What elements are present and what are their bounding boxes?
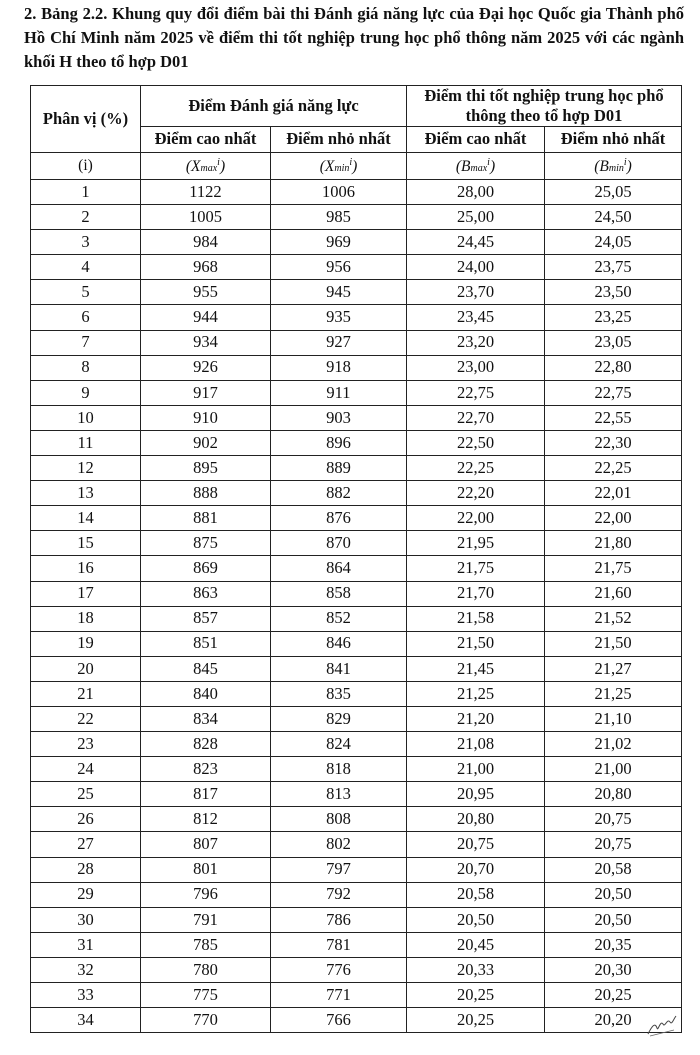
table-cell: 889 [271,456,407,481]
table-cell: 20,58 [545,857,682,882]
header-percentile: Phân vị (%) [31,86,141,153]
table-cell: 21,02 [545,732,682,757]
table-cell: 1 [31,180,141,205]
table-row [31,832,682,857]
table-cell: 770 [141,1008,271,1033]
table-row [31,732,682,757]
table-cell: 21 [31,681,141,706]
table-cell: 766 [271,1008,407,1033]
table-cell: 21,80 [545,531,682,556]
table-cell: 23,20 [407,330,545,355]
table-cell: 23,05 [545,330,682,355]
table-cell: 956 [271,255,407,280]
conversion-table [30,85,682,1033]
table-cell: 22,00 [545,506,682,531]
table-cell: 20,95 [407,782,545,807]
table-cell: 20,80 [407,807,545,832]
table-cell: 984 [141,230,271,255]
table-cell: 945 [271,280,407,305]
table-cell: 808 [271,807,407,832]
table-cell: 829 [271,706,407,731]
table-cell: 775 [141,983,271,1008]
table-cell: 20,25 [545,983,682,1008]
table-cell: 20,75 [545,832,682,857]
table-cell: 845 [141,656,271,681]
table-cell: 8 [31,355,141,380]
table-cell: 785 [141,932,271,957]
table-cell: 11 [31,430,141,455]
header-index: (i) [31,153,141,180]
table-row [31,807,682,832]
table-cell: 796 [141,882,271,907]
table-cell: 2 [31,205,141,230]
table-cell: 20,75 [407,832,545,857]
table-cell: 869 [141,556,271,581]
symbol-b-max: (Bmax$^i$) [407,153,545,180]
table-cell: 22,25 [407,456,545,481]
table-cell: 911 [271,380,407,405]
table-cell: 6 [31,305,141,330]
table-cell: 20,35 [545,932,682,957]
table-cell: 801 [141,857,271,882]
table-cell: 955 [141,280,271,305]
table-cell: 22,50 [407,430,545,455]
table-cell: 21,45 [407,656,545,681]
table-cell: 22,30 [545,430,682,455]
table-row [31,957,682,982]
table-cell: 21,52 [545,606,682,631]
table-cell: 31 [31,932,141,957]
table-cell: 21,70 [407,581,545,606]
table-cell: 881 [141,506,271,531]
table-cell: 852 [271,606,407,631]
table-cell: 23 [31,732,141,757]
table-cell: 1006 [271,180,407,205]
table-row [31,481,682,506]
table-cell: 21,20 [407,706,545,731]
table-cell: 792 [271,882,407,907]
table-cell: 21,00 [407,757,545,782]
table-cell: 771 [271,983,407,1008]
table-row [31,983,682,1008]
table-cell: 935 [271,305,407,330]
table-cell: 25,05 [545,180,682,205]
table-cell: 22,75 [407,380,545,405]
table-cell: 902 [141,430,271,455]
table-cell: 23,45 [407,305,545,330]
table-cell: 22 [31,706,141,731]
table-cell: 926 [141,355,271,380]
table-cell: 969 [271,230,407,255]
table-cell: 846 [271,631,407,656]
table-cell: 823 [141,757,271,782]
table-row [31,782,682,807]
table-row [31,757,682,782]
table-cell: 21,27 [545,656,682,681]
table-cell: 21,50 [545,631,682,656]
table-row [31,205,682,230]
table-row [31,882,682,907]
table-cell: 21,75 [545,556,682,581]
table-cell: 33 [31,983,141,1008]
table-cell: 16 [31,556,141,581]
table-row [31,531,682,556]
table-row [31,305,682,330]
table-cell: 5 [31,280,141,305]
table-cell: 21,50 [407,631,545,656]
table-cell: 20,75 [545,807,682,832]
table-row [31,230,682,255]
table-row [31,330,682,355]
table-cell: 875 [141,531,271,556]
table-cell: 910 [141,405,271,430]
symbol-x-min: (Xmin$^i$) [271,153,407,180]
table-cell: 812 [141,807,271,832]
table-cell: 21,25 [407,681,545,706]
table-cell: 876 [271,506,407,531]
table-cell: 895 [141,456,271,481]
table-cell: 22,25 [545,456,682,481]
table-cell: 968 [141,255,271,280]
table-cell: 1122 [141,180,271,205]
table-cell: 807 [141,832,271,857]
table-cell: 15 [31,531,141,556]
table-cell: 20,25 [407,983,545,1008]
table-cell: 21,00 [545,757,682,782]
table-row [31,456,682,481]
table-cell: 780 [141,957,271,982]
header-dgnl-group: Điểm Đánh giá năng lực [141,86,407,127]
table-cell: 20,33 [407,957,545,982]
table-cell: 813 [271,782,407,807]
table-row [31,506,682,531]
table-cell: 24,05 [545,230,682,255]
table-cell: 27 [31,832,141,857]
table-cell: 22,70 [407,405,545,430]
table-cell: 797 [271,857,407,882]
table-cell: 21,10 [545,706,682,731]
table-row [31,430,682,455]
table-cell: 851 [141,631,271,656]
table-cell: 20,58 [407,882,545,907]
table-cell: 23,70 [407,280,545,305]
table-cell: 26 [31,807,141,832]
table-cell: 896 [271,430,407,455]
table-cell: 834 [141,706,271,731]
table-cell: 918 [271,355,407,380]
table-cell: 34 [31,1008,141,1033]
table-cell: 28,00 [407,180,545,205]
table-cell: 9 [31,380,141,405]
table-cell: 944 [141,305,271,330]
header-b-max: Điểm cao nhất [407,127,545,153]
table-cell: 863 [141,581,271,606]
table-cell: 21,60 [545,581,682,606]
table-cell: 864 [271,556,407,581]
table-cell: 870 [271,531,407,556]
table-cell: 20,70 [407,857,545,882]
table-cell: 21,08 [407,732,545,757]
table-row [31,681,682,706]
table-cell: 20,50 [545,907,682,932]
symbol-x-max: (Xmax$^i$) [141,153,271,180]
table-row [31,255,682,280]
table-cell: 23,00 [407,355,545,380]
table-cell: 934 [141,330,271,355]
table-cell: 19 [31,631,141,656]
table-cell: 841 [271,656,407,681]
table-cell: 24,50 [545,205,682,230]
table-row [31,631,682,656]
header-thpt-group: Điểm thi tốt nghiệp trung học phổ thông theo tổ hợp D01 [407,86,682,127]
table-cell: 20,30 [545,957,682,982]
table-caption: 2. Bảng 2.2. Khung quy đổi điểm bài thi Đánh giá năng lực của Đại học Quốc gia Thành phố Hồ Chí Minh năm 2025 về điểm thi tốt nghiệp trung học phổ thông năm 2025 với các ngành khối H theo tổ hợp D01 [24,4,684,71]
table-cell: 17 [31,581,141,606]
table-cell: 22,75 [545,380,682,405]
table-cell: 20,45 [407,932,545,957]
table-cell: 828 [141,732,271,757]
table-cell: 22,01 [545,481,682,506]
table-cell: 927 [271,330,407,355]
table-cell: 786 [271,907,407,932]
table-cell: 835 [271,681,407,706]
table-row [31,706,682,731]
table-cell: 24,00 [407,255,545,280]
table-cell: 23,50 [545,280,682,305]
table-cell: 18 [31,606,141,631]
table-cell: 20,50 [407,907,545,932]
table-cell: 903 [271,405,407,430]
table-cell: 21,75 [407,556,545,581]
header-x-min: Điểm nhỏ nhất [271,127,407,153]
table-cell: 20,25 [407,1008,545,1033]
table-cell: 840 [141,681,271,706]
table-row [31,606,682,631]
table-cell: 888 [141,481,271,506]
table-row [31,857,682,882]
table-cell: 917 [141,380,271,405]
table-row [31,581,682,606]
table-row [31,280,682,305]
table-cell: 24,45 [407,230,545,255]
table-cell: 24 [31,757,141,782]
table-cell: 818 [271,757,407,782]
table-cell: 20,20 [545,1008,682,1033]
table-cell: 12 [31,456,141,481]
table-cell: 1005 [141,205,271,230]
table-cell: 14 [31,506,141,531]
table-cell: 882 [271,481,407,506]
table-cell: 985 [271,205,407,230]
table-cell: 23,25 [545,305,682,330]
table-cell: 25 [31,782,141,807]
table-cell: 29 [31,882,141,907]
table-cell: 22,20 [407,481,545,506]
table-cell: 20,50 [545,882,682,907]
table-row [31,355,682,380]
table-row [31,932,682,957]
table-cell: 21,58 [407,606,545,631]
table-cell: 776 [271,957,407,982]
table-cell: 857 [141,606,271,631]
table-cell: 32 [31,957,141,982]
table-cell: 21,95 [407,531,545,556]
table-row [31,556,682,581]
header-x-max: Điểm cao nhất [141,127,271,153]
table-body [31,180,682,1033]
table-cell: 791 [141,907,271,932]
table-row [31,405,682,430]
signature-mark [646,1012,678,1038]
table-row [31,180,682,205]
table-cell: 30 [31,907,141,932]
table-cell: 7 [31,330,141,355]
table-cell: 13 [31,481,141,506]
table-cell: 21,25 [545,681,682,706]
table-cell: 824 [271,732,407,757]
symbol-b-min: (Bmin$^i$) [545,153,682,180]
table-cell: 23,75 [545,255,682,280]
table-row [31,656,682,681]
header-b-min: Điểm nhỏ nhất [545,127,682,153]
table-cell: 858 [271,581,407,606]
table-cell: 4 [31,255,141,280]
table-cell: 802 [271,832,407,857]
table-row [31,907,682,932]
table-cell: 22,00 [407,506,545,531]
table-row [31,380,682,405]
table-cell: 817 [141,782,271,807]
table-row [31,1008,682,1033]
table-cell: 781 [271,932,407,957]
table-cell: 22,55 [545,405,682,430]
table-cell: 10 [31,405,141,430]
table-cell: 25,00 [407,205,545,230]
table-cell: 20 [31,656,141,681]
table-cell: 20,80 [545,782,682,807]
table-cell: 22,80 [545,355,682,380]
table-cell: 28 [31,857,141,882]
table-cell: 3 [31,230,141,255]
